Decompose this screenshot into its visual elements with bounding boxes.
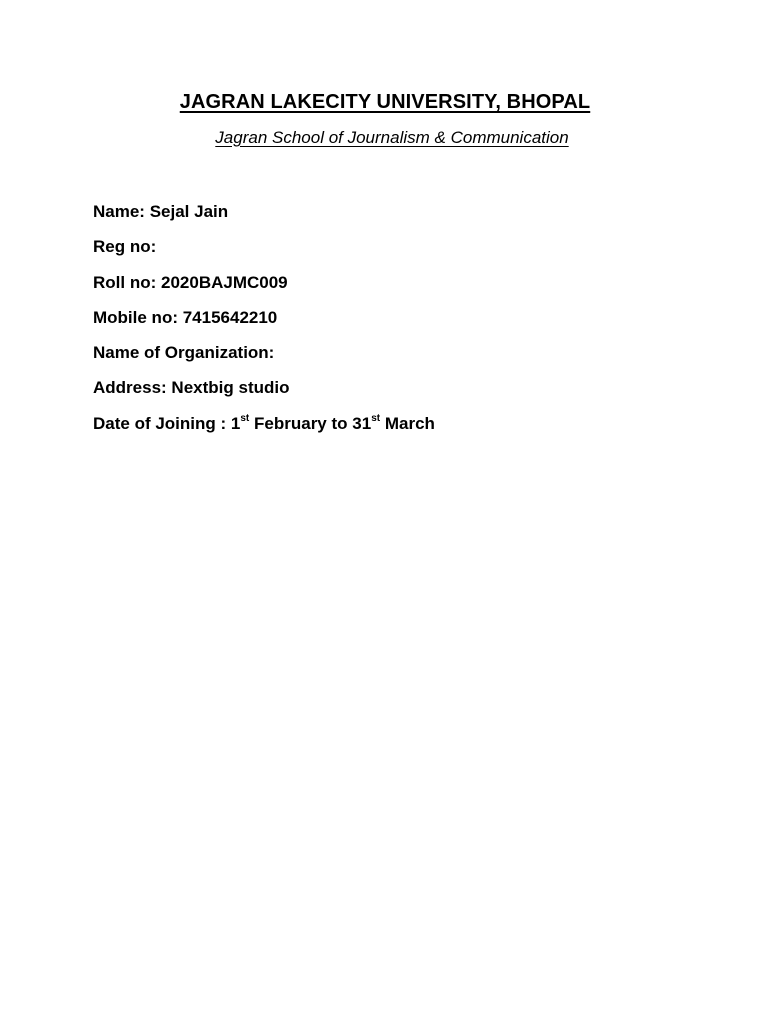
field-date-label: Date of Joining : (93, 413, 227, 433)
field-mobile-no-value: 7415642210 (182, 307, 278, 327)
field-mobile-no (93, 307, 435, 342)
field-reg-no-label: Reg no: (93, 237, 157, 257)
field-end-month: March (384, 413, 435, 433)
field-start-day: 1 (230, 413, 241, 433)
field-reg-no (93, 236, 435, 271)
field-roll-no (93, 272, 435, 307)
field-name-label: Name: (93, 202, 145, 221)
student-details (93, 201, 435, 448)
field-address-value: Nextbig studio (171, 378, 290, 398)
field-start-suffix: st (240, 413, 250, 425)
university-title: JAGRAN LAKECITY UNIVERSITY, BHOPAL (179, 91, 591, 113)
field-start-month: February to (254, 413, 348, 433)
field-roll-no-value: 2020BAJMC009 (161, 272, 288, 292)
field-date-of-joining (93, 413, 435, 448)
field-address-label: Address: (93, 378, 167, 398)
field-end-suffix: st (371, 413, 381, 425)
field-roll-no-label: Roll no: (93, 272, 157, 292)
school-subtitle: Jagran School of Journalism & Communication (215, 128, 569, 147)
field-name-value: Sejal Jain (149, 202, 229, 221)
field-organization-label: Name of Organization: (93, 343, 275, 363)
field-name (93, 201, 435, 236)
field-end-day: 31 (352, 413, 372, 433)
document-header (0, 88, 768, 149)
field-organization (93, 342, 435, 377)
field-address (93, 377, 435, 412)
field-mobile-no-label: Mobile no: (93, 307, 178, 327)
